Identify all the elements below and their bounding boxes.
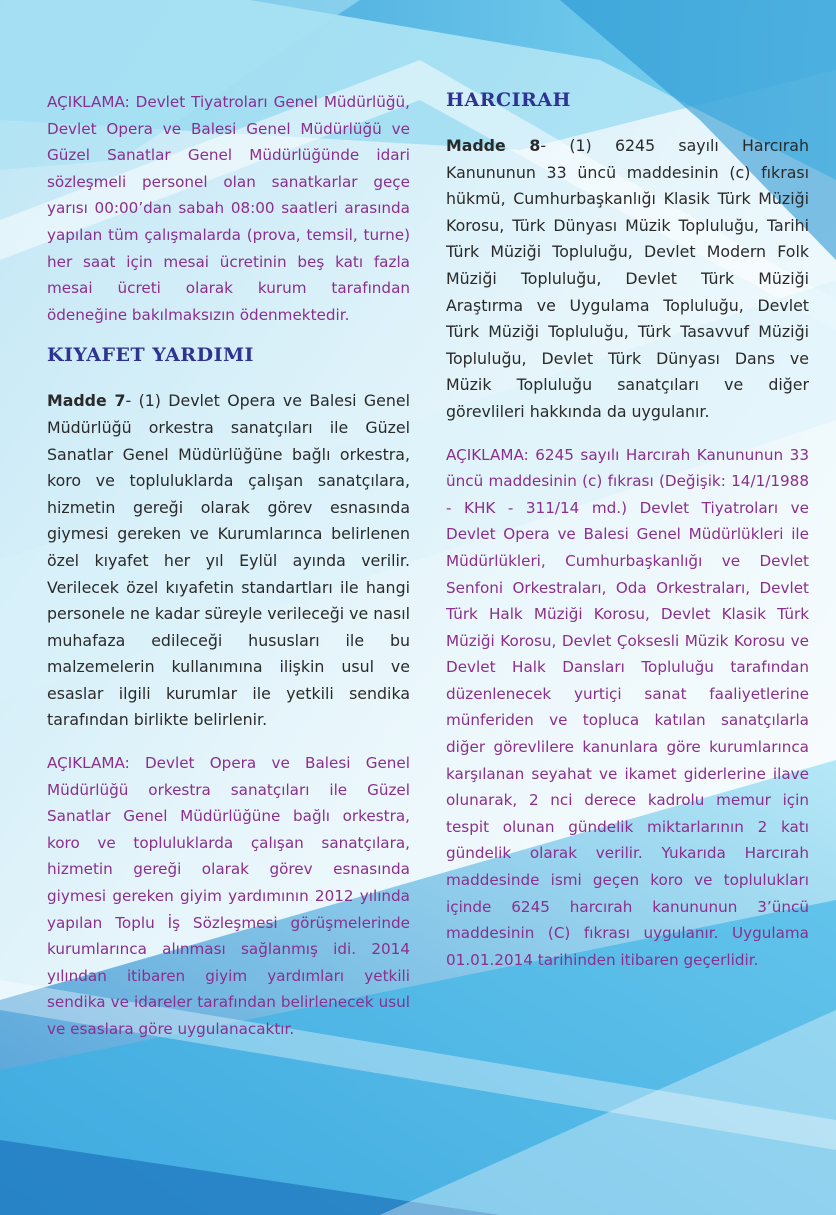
- explanation-paragraph-3: AÇIKLAMA: 6245 sayılı Harcırah Kanununun 33 üncü maddesinin (c) fıkrası (Değişik: 14/1/1988 - KHK - 311/14 md.) Devlet Tiyatroları ve Devlet Opera ve Balesi Genel Müdürlükleri ile Müdürlükleri, Cumhurbaşkanlığı ve Devlet Senfoni Orkestraları, Oda Orkestraları, Devlet Türk Halk Müziği Korosu, Devlet Klasik Türk Müziği Korosu, Devlet Çoksesli Müzik Korosu ve Devlet Halk Dansları Topluluğu tarafından düzenlenecek yurtiçi sanat faaliyetlerine münferiden ve topluca katılan sanatçılarla diğer görevlilere kanunlara göre kurumlarınca karşılanan seyahat ve ikamet giderlerine ilave olunarak, 2 nci derece kadrolu memur için tespit olunan gündelik miktarlarının 2 katı gündelik olarak verilir. Yukarıda Harcırah maddesinde ismi geçen koro ve toplulukları içinde 6245 harcırah kanununun 3’üncü maddesinin (C) fıkrası uygulanır. Uygulama 01.01.2014 tarihinden itibaren geçerlidir.: [446, 445, 809, 969]
- article-7-text: - (1) Devlet Opera ve Balesi Genel Müdürlüğü orkestra sanatçıları ile Güzel Sanatlar Genel Müdürlüğüne bağlı orkestra, koro ve topluluklarda çalışan sanatçılara, hizmetin gereği olarak görev esnasında giymesi gereken ve Kurumlarınca belirlenen özel kıyafet her yıl Eylül ayında verilir. Verilecek özel kıyafetin standartları ile hangi personele ne kadar süreyle verileceği ve nasıl muhafaza edileceği hususları ile bu malzemelerin kullanımına ilişkin usul ve esaslar ilgili kurumlar ile yetkili sendika tarafından birlikte belirlenir.: [47, 391, 410, 730]
- article-7-paragraph: [47, 388, 410, 734]
- article-8-paragraph: [446, 133, 809, 426]
- section-heading-kiyafet: KIYAFET YARDIMI: [47, 344, 254, 367]
- left-column: [47, 89, 410, 1043]
- right-column: [446, 89, 809, 973]
- article-8-text: - (1) 6245 sayılı Harcırah Kanununun 33 üncü maddesinin (c) fıkrası hükmü, Cumhurbaşkanlığı Klasik Türk Müziği Korosu, Türk Dünyası Müzik Topluluğu, Tarihi Türk Müziği Topluluğu, Devlet Modern Folk Müziği Topluluğu, Devlet Türk Müziği Araştırma ve Uygulama Topluluğu, Devlet Türk Müziği Topluluğu, Türk Tasavvuf Müziği Topluluğu, Devlet Türk Dünyası Dans ve Müzik Topluluğu sanatçıları ve diğer görevlileri hakkında da uygulanır.: [446, 136, 809, 421]
- article-7-label: Madde 7: [47, 391, 126, 411]
- explanation-paragraph-1: AÇIKLAMA: Devlet Tiyatroları Genel Müdürlüğü, Devlet Opera ve Balesi Genel Müdürlüğü ve Güzel Sanatlar Genel Müdürlüğünde idari sözleşmeli personel olan sanatkarlar geçe yarısı 00:00’dan sabah 08:00 saatleri arasında yapılan tüm çalışmalarda (prova, temsil, turne) her saat için mesai ücretinin beş katı fazla mesai ücreti olarak kurum tarafından ödeneğine bakılmaksızın ödenmektedir.: [47, 93, 410, 324]
- explanation-paragraph-2: AÇIKLAMA: Devlet Opera ve Balesi Genel Müdürlüğü orkestra sanatçıları ile Güzel Sanatlar Genel Müdürlüğüne bağlı orkestra, koro ve topluluklarda çalışan sanatçılara, hizmetin gereği olarak görev esnasında giymesi gereken giyim yardımının 2012 yılında yapılan Toplu İş Sözleşmesi görüşmelerinde kurumlarınca alınması sağlanmış idi. 2014 yılından itibaren giyim yardımları yetkili sendika ve idareler tarafından belirlenecek usul ve esaslara göre uygulanacaktır.: [47, 754, 410, 1038]
- section-heading-harcirah: HARCIRAH: [446, 89, 571, 111]
- article-8-label: Madde 8: [446, 136, 541, 155]
